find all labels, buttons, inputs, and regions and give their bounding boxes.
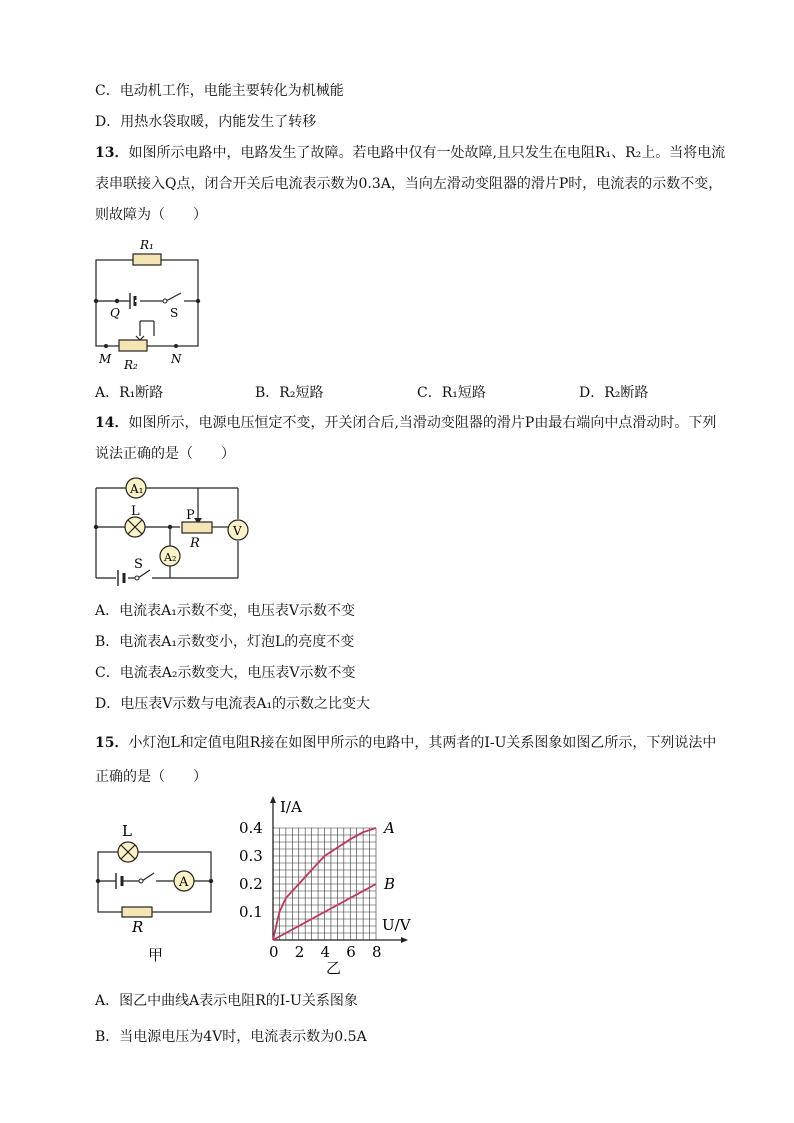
x-axis-arrow [401, 937, 408, 943]
q14-stem-line2: 说法正确的是（ ） [95, 446, 235, 462]
q13-option-b: B．R₂短路 [255, 385, 324, 401]
q14-option-b: B．电流表A₁示数变小，灯泡L的亮度不变 [95, 634, 355, 650]
chart-caption: 乙 [326, 959, 342, 977]
label-a2: A₂ [164, 551, 177, 564]
q14-stem-line1 [95, 413, 716, 433]
q13-options [95, 383, 735, 403]
y-tick-label: 0.4 [239, 819, 263, 837]
label-n: N [171, 352, 182, 366]
y-tick-label: 0.3 [239, 847, 263, 865]
chart-ylabel: I/A [280, 798, 302, 816]
chart-xlabel: U/V [382, 916, 411, 934]
q15-circuit-jia [88, 822, 228, 972]
q15-option-a: A．图乙中曲线A表示电阻R的I-U关系图象 [95, 993, 358, 1009]
q13-stem-line2: 表串联接入Q点，闭合开关后电流表示数为0.3A，当向左滑动变阻器的滑片P时，电流表的示数不变， [95, 176, 723, 192]
q15-stem-line1 [95, 733, 716, 753]
q15-stem-line2: 正确的是（ ） [95, 769, 207, 785]
label-v: V [233, 524, 242, 538]
q13-circuit-diagram [88, 235, 218, 375]
q15-text1: 小灯泡L和定值电阻R接在如图甲所示的电路中，其两者的I-U关系图象如图乙所示，下列说法中 [128, 735, 717, 751]
q15-option-b: B．当电源电压为4V时，电流表示数为0.5A [95, 1029, 367, 1045]
label-p: P [186, 508, 195, 523]
y-axis-arrow [270, 796, 276, 803]
y-tick-label: 0.2 [239, 875, 263, 893]
label-r2: R₂ [124, 358, 138, 372]
label-q: Q [110, 306, 120, 320]
label-r: R [190, 536, 200, 551]
x-tick-label: 0 [269, 943, 279, 961]
q14-option-c: C．电流表A₂示数变大，电压表V示数不变 [95, 665, 356, 681]
q12-option-c: C．电动机工作，电能主要转化为机械能 [95, 83, 344, 99]
q13-text1: 如图所示电路中，电路发生了故障。若电路中仅有一处故障,且只发生在电阻R₁、R₂上。当将电流 [128, 145, 726, 161]
q13-number: 13． [95, 145, 129, 161]
q14-number: 14． [95, 415, 129, 431]
caption-jia: 甲 [148, 946, 164, 964]
label-r1: R₁ [140, 238, 154, 252]
q13-option-a: A．R₁断路 [95, 385, 164, 401]
q15-number: 15． [95, 735, 129, 751]
label-m: M [99, 352, 112, 366]
iu-chart [238, 790, 428, 980]
q14-option-a: A．电流表A₁示数不变，电压表V示数不变 [95, 603, 355, 619]
label-l: L [131, 504, 140, 519]
q14-text1: 如图所示，电源电压恒定不变，开关闭合后,当滑动变阻器的滑片P由最右端向中点滑动时。下列 [128, 415, 717, 431]
q12-option-d: D．用热水袋取暖，内能发生了转移 [95, 114, 317, 130]
x-tick-label: 8 [372, 943, 382, 961]
q14-option-d: D．电压表V示数与电流表A₁的示数之比变大 [95, 696, 371, 712]
q14-circuit-diagram [90, 474, 250, 586]
label-s14: S [134, 557, 143, 572]
label-l15: L [122, 822, 132, 840]
label-a1: A₁ [130, 482, 144, 496]
q13-option-d: D．R₂断路 [579, 385, 649, 401]
y-tick-label: 0.1 [239, 903, 263, 921]
label-ammeter: A [179, 875, 189, 890]
series-label-A: A [384, 819, 395, 837]
label-s: S [170, 306, 179, 320]
x-tick-label: 2 [294, 943, 305, 961]
series-label-B: B [384, 875, 396, 893]
x-tick-label: 6 [346, 943, 356, 961]
q13-stem-line3: 则故障为（ ） [95, 207, 207, 223]
q13-stem-line1 [95, 143, 725, 163]
label-r15: R [132, 918, 144, 936]
x-tick-label: 4 [320, 943, 331, 961]
q13-option-c: C．R₁短路 [417, 385, 486, 401]
